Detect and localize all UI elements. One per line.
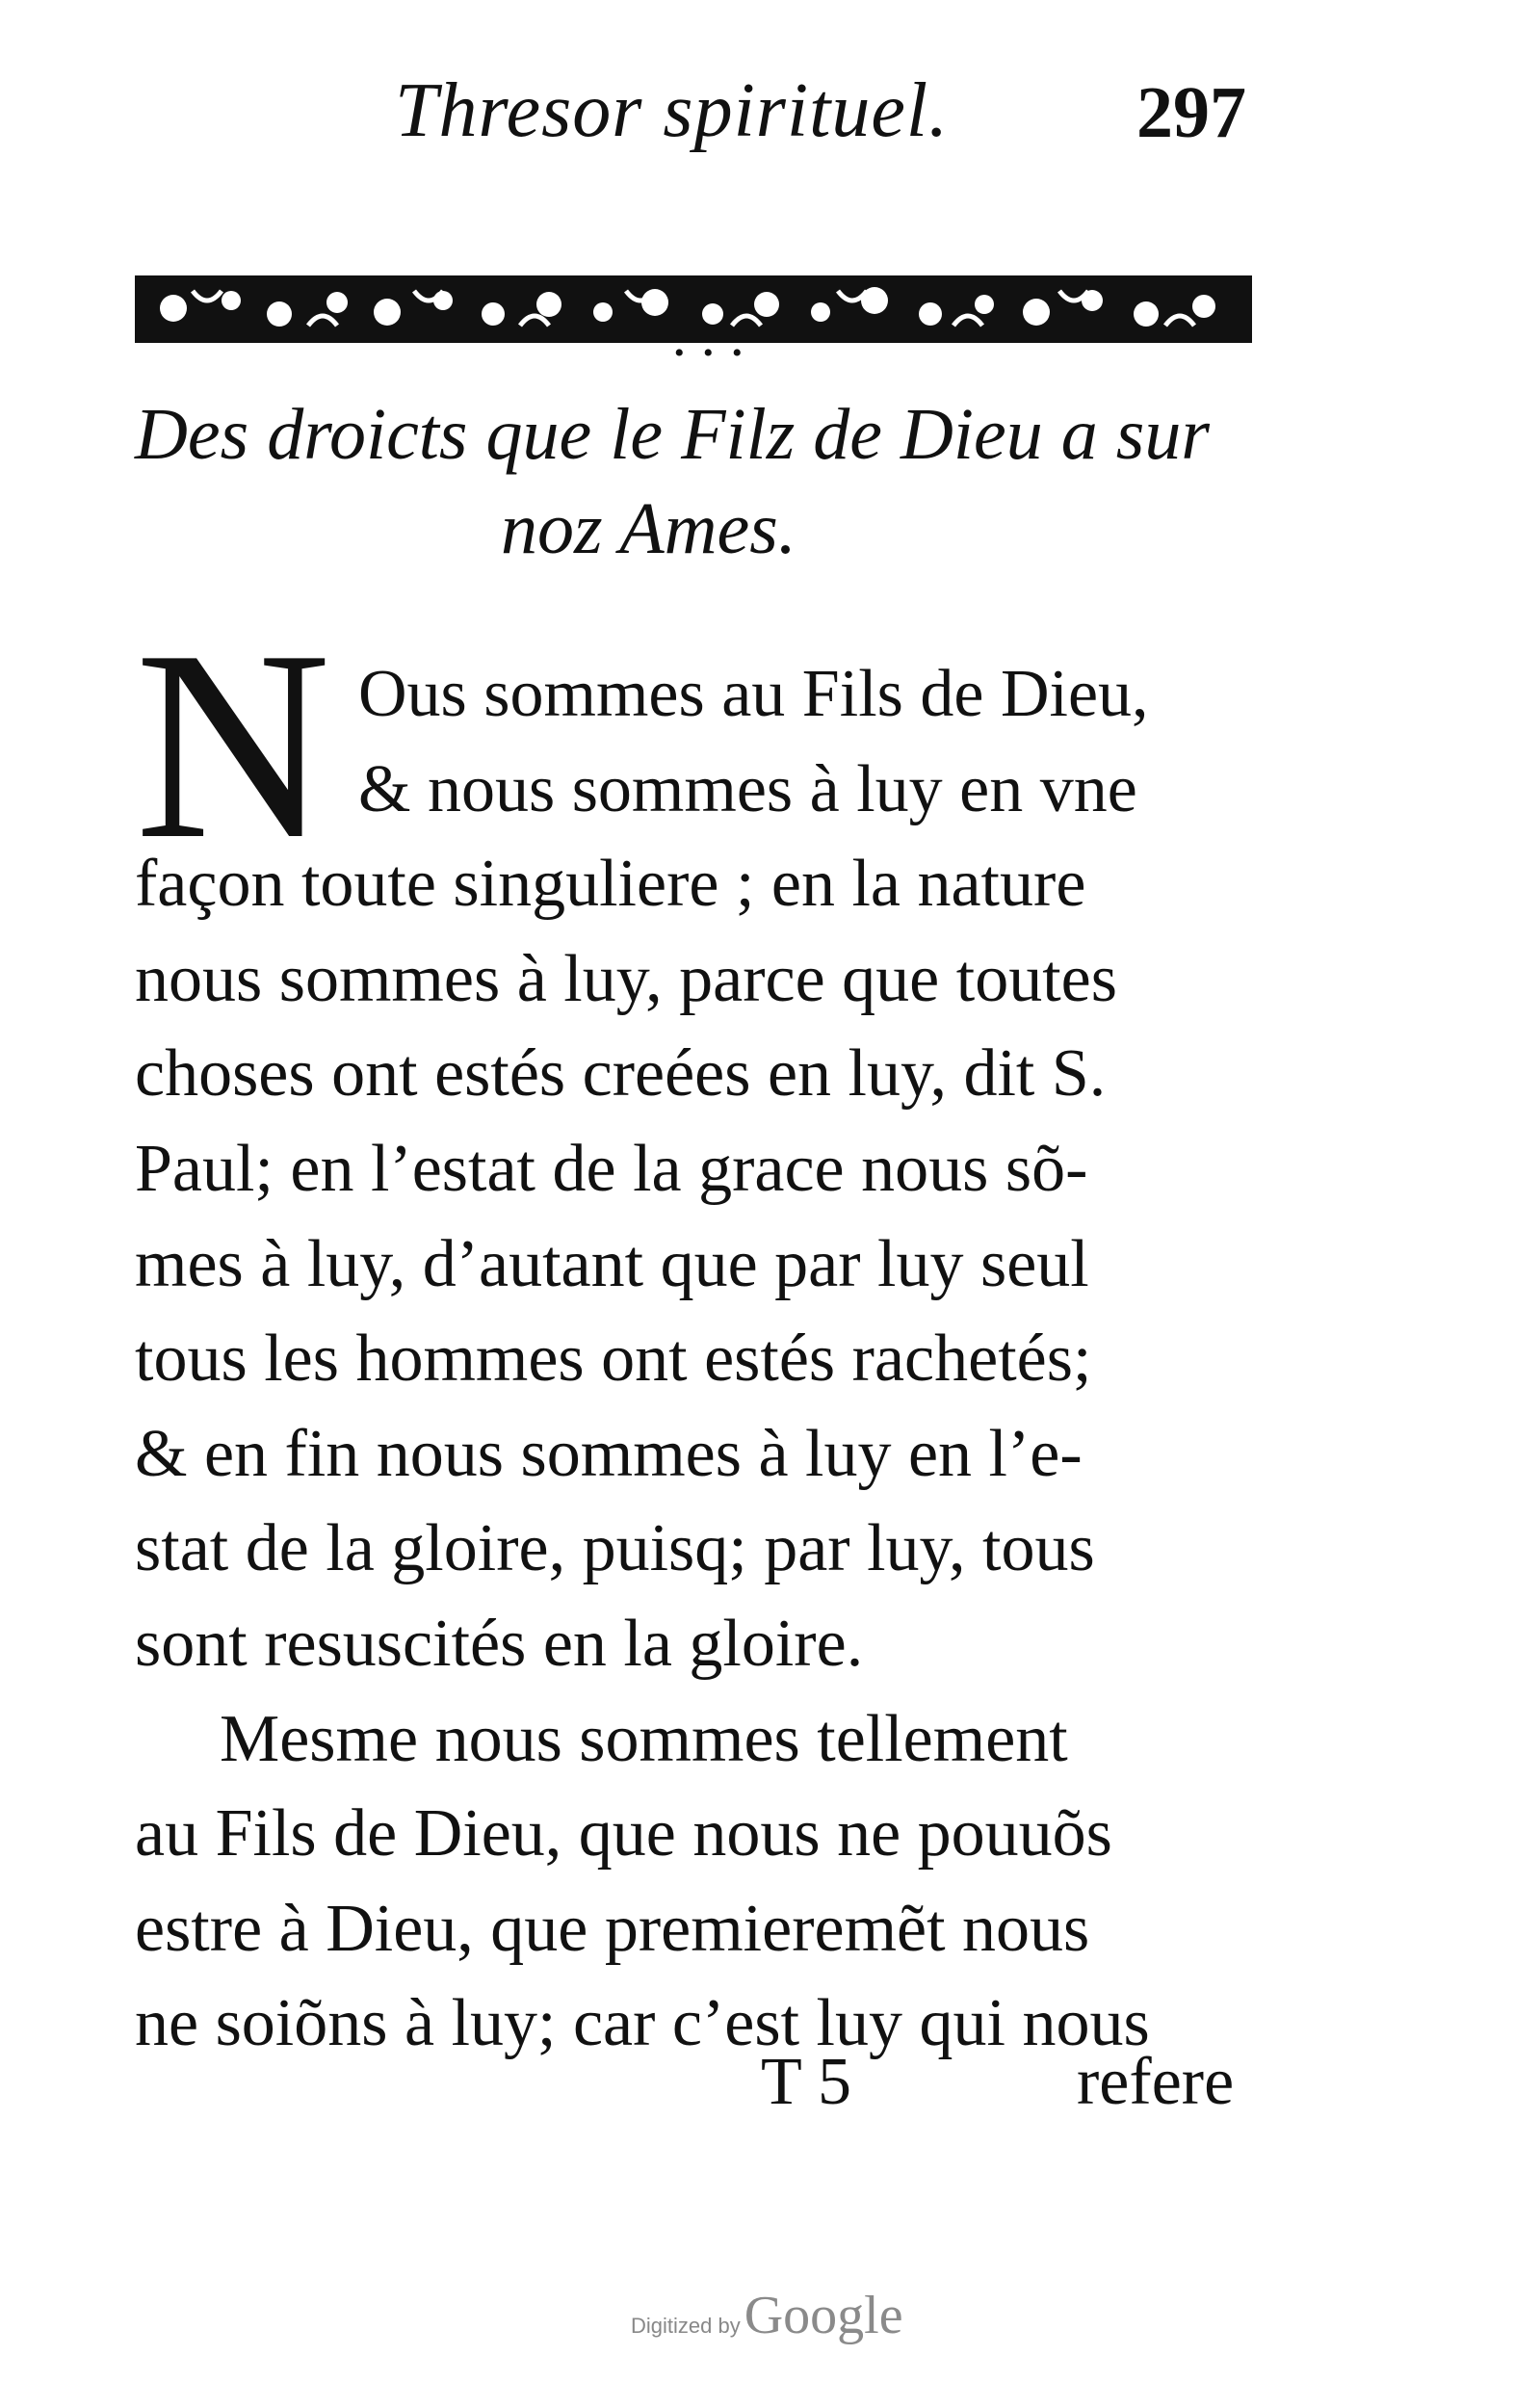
- body-line: nous sommes à luy, parce que toutes: [135, 941, 1117, 1016]
- chapter-title-line-2: noz Ames.: [501, 488, 796, 569]
- drop-cap-initial: N: [135, 594, 331, 895]
- body-line: ne soiõns à luy; car c’est luy qui nous: [135, 1986, 1150, 2061]
- body-line: Mesme nous sommes tellement: [220, 1701, 1068, 1776]
- body-line: Paul; en l’estat de la grace nous sõ-: [135, 1131, 1088, 1206]
- running-head-title: Thresor spirituel.: [395, 68, 950, 153]
- body-line: & nous sommes à luy en vne: [358, 751, 1137, 826]
- digitized-watermark: [631, 2285, 903, 2346]
- chapter-title-line-1: Des droicts que le Filz de Dieu a sur: [135, 394, 1210, 475]
- body-line: mes à luy, d’autant que par luy seul: [135, 1226, 1089, 1301]
- page-number: 297: [1136, 72, 1246, 153]
- body-line: estre à Dieu, que premieremẽt nous: [135, 1891, 1090, 1966]
- ornament-dots: • • •: [674, 337, 748, 369]
- watermark-brand: Google: [744, 2286, 903, 2345]
- body-line: choses ont estés creées en luy, dit S.: [135, 1036, 1107, 1112]
- catchword: refere: [1077, 2045, 1235, 2119]
- body-text: [135, 647, 1271, 2072]
- watermark-prefix: Digitized by: [631, 2314, 741, 2338]
- body-line: Ous sommes au Fils de Dieu,: [358, 657, 1149, 731]
- chapter-title: [135, 387, 1271, 576]
- body-line: & en fin nous sommes à luy en l’e-: [135, 1416, 1083, 1491]
- signature-mark: T 5: [761, 2045, 851, 2119]
- body-line: au Fils de Dieu, que nous ne pouuõs: [135, 1796, 1112, 1871]
- body-line: stat de la gloire, puisq; par luy, tous: [135, 1511, 1095, 1586]
- body-line: tous les hommes ont estés rachetés;: [135, 1322, 1092, 1397]
- body-line: façon toute singuliere ; en la nature: [135, 847, 1086, 922]
- body-line: sont resuscités en la gloire.: [135, 1606, 864, 1681]
